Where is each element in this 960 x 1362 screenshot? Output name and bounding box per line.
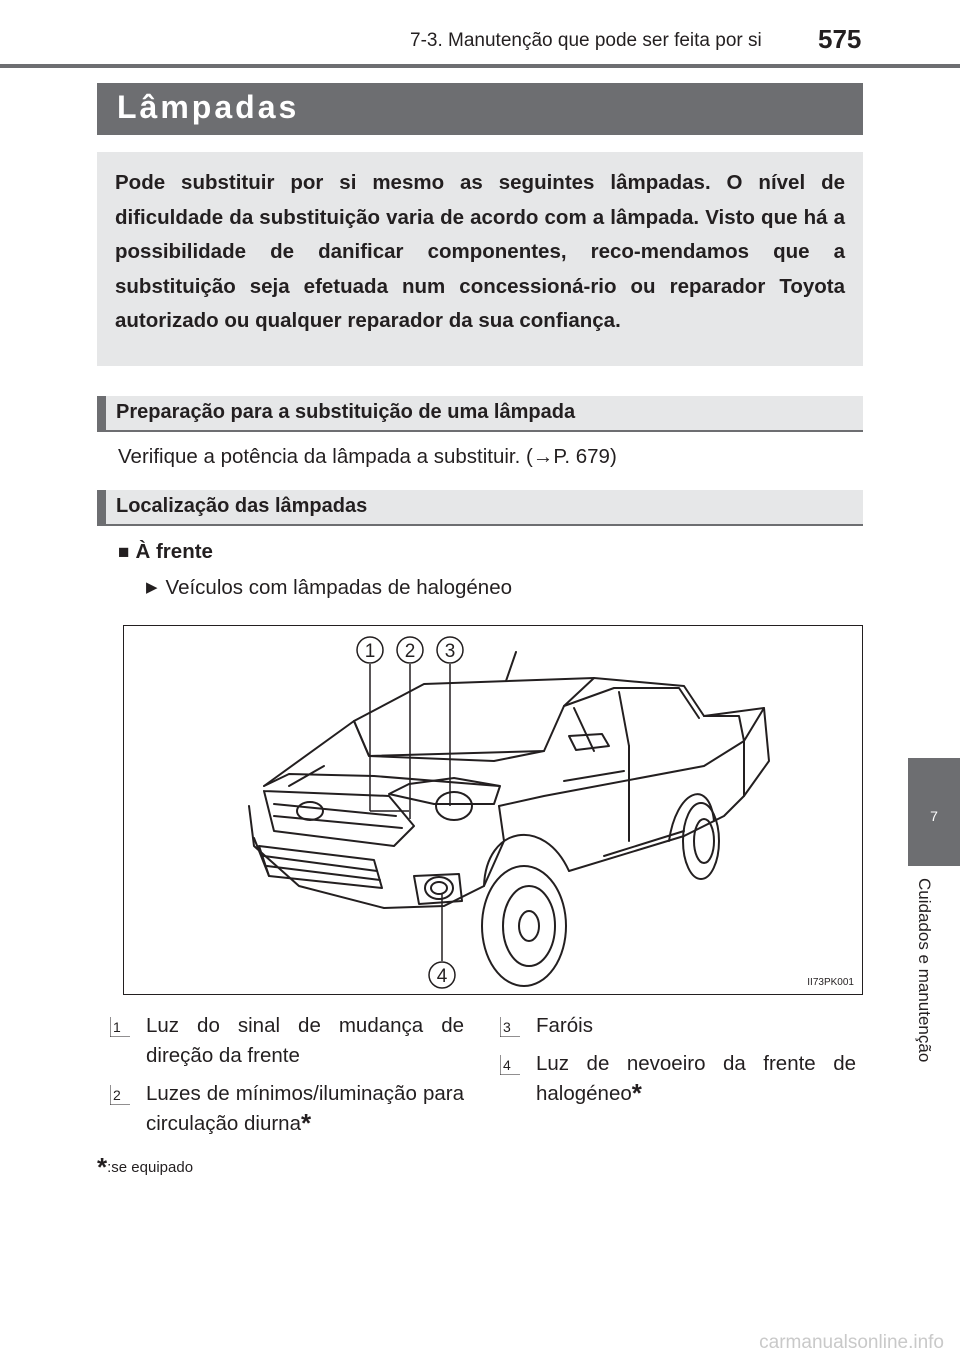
legend-item-2: Luzes de mínimos/iluminação para circulação diurna* [146, 1082, 464, 1138]
legend-number-1: 1 [110, 1017, 130, 1037]
intro-box [97, 152, 863, 366]
chapter-tab[interactable] [908, 758, 960, 866]
page-number: 575 [818, 24, 862, 54]
legend-item-4: Luz de nevoeiro da frente de halogéneo* [536, 1052, 856, 1108]
square-bullet-icon: ■ [118, 542, 130, 563]
preparation-heading: Preparação para a substituição de uma lâmpada [116, 401, 576, 423]
preparation-text: Verifique a potência da lâmpada a substituir. (→P. 679) [118, 445, 617, 468]
callout-1: 1 [364, 641, 376, 662]
callout-3: 3 [444, 641, 456, 662]
header-rule [0, 64, 960, 68]
callout-2: 2 [404, 641, 416, 662]
triangle-bullet-icon: ▶ [146, 579, 158, 596]
running-header-section: 7-3. Manutenção que pode ser feita por si [410, 30, 762, 51]
watermark: carmanualsonline.info [759, 1332, 944, 1353]
chapter-side-label: Cuidados e manutenção [915, 878, 934, 1063]
page-reference-link[interactable]: P. 679) [553, 445, 617, 468]
chapter-number: 7 [930, 808, 938, 824]
preparation-heading-bar [97, 396, 863, 432]
callout-4: 4 [436, 966, 448, 987]
truck-figure [123, 625, 863, 995]
halogen-bullet: ▶ Veículos com lâmpadas de halogéneo [146, 576, 513, 599]
footnote-star: * [97, 1152, 108, 1182]
asterisk-2: * [300, 1108, 312, 1138]
pickup-truck-illustration [124, 626, 862, 994]
location-heading-bar [97, 490, 863, 526]
page-title-bar [97, 83, 863, 135]
legend-item-1: Luz do sinal de mudança de direção da frente [146, 1014, 464, 1067]
front-subheading: ■ À frente [118, 540, 213, 563]
reference-arrow: → [532, 445, 554, 468]
location-heading: Localização das lâmpadas [116, 495, 368, 517]
legend-item-3: Faróis [536, 1014, 593, 1037]
legend-number-4: 4 [500, 1055, 520, 1075]
page-title: Lâmpadas [117, 89, 300, 125]
intro-text: Pode substituir por si mesmo as seguintes lâmpadas. O nível de dificuldade da substituição varia de acordo com a lâmpada. Visto que há a possibilidade de danificar componentes, reco-mendamos que a substituição seja efetuada num concessioná-rio ou reparador Toyota autorizado ou qualquer reparador da sua confiança. [115, 171, 845, 332]
legend-number-2: 2 [110, 1085, 130, 1105]
asterisk-4: * [631, 1078, 642, 1108]
figure-code: II73PK001 [807, 977, 854, 988]
legend-number-3: 3 [500, 1017, 520, 1037]
footnote: *:se equipado [97, 1152, 194, 1182]
